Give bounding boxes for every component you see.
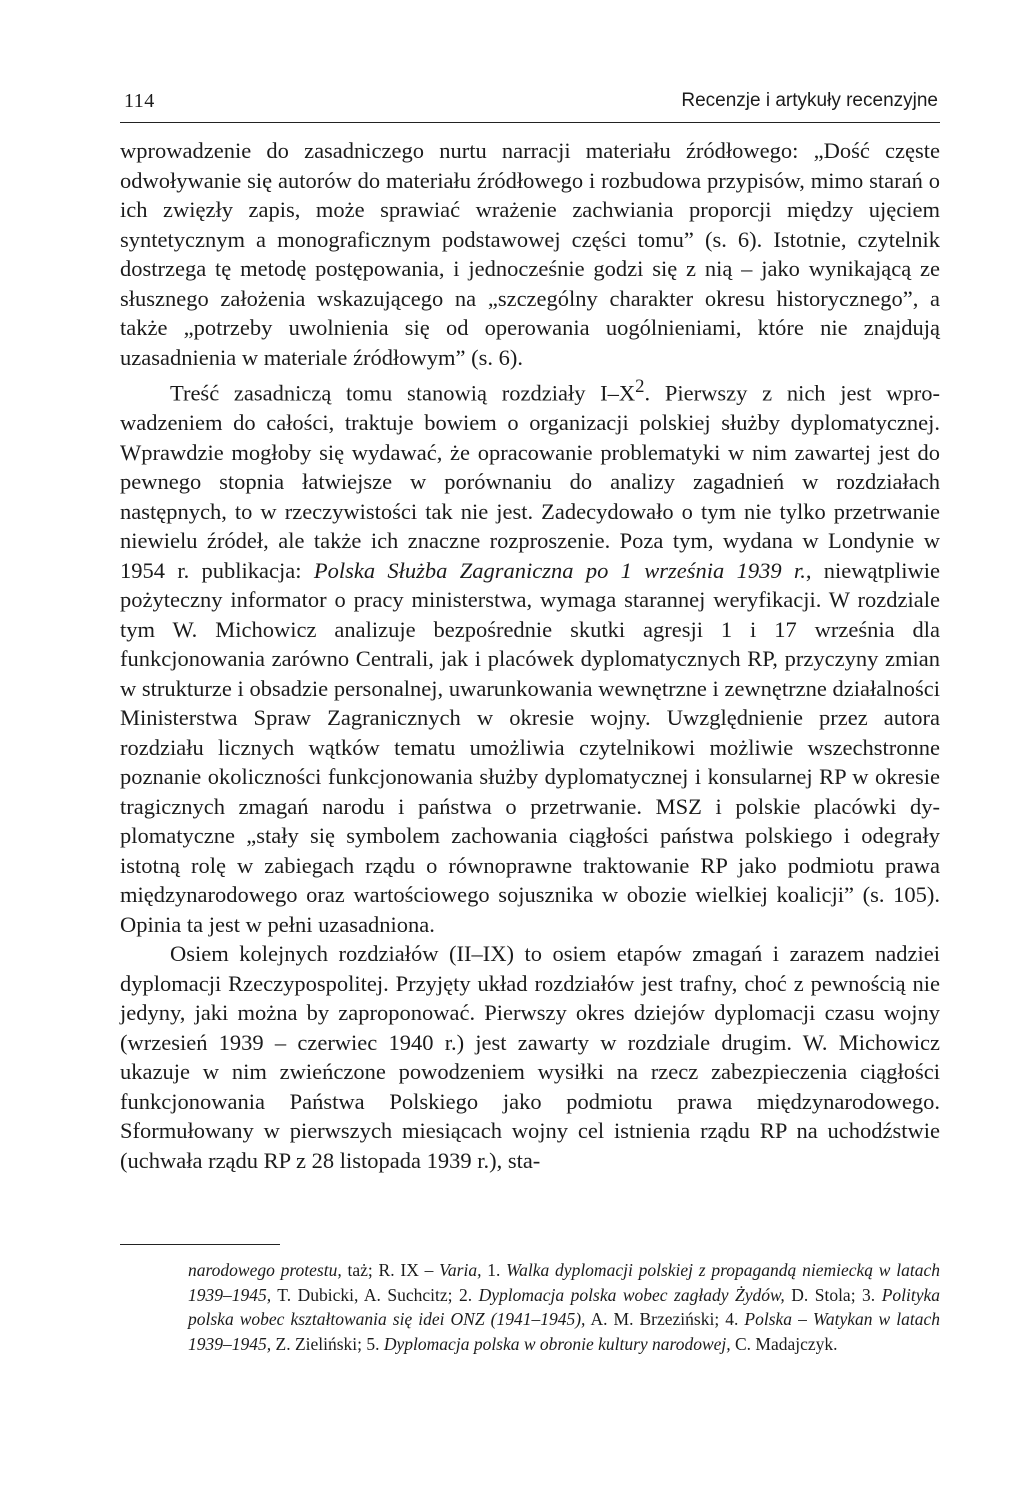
text-run: T. Dubicki, A. Suchcitz; 2. [271, 1284, 479, 1305]
paragraph [120, 372, 940, 939]
text-run: C. Madajczyk. [730, 1333, 838, 1354]
text-run: . Pierwszy z nich jest wprowadzeniem do całości, traktuje bowiem o organizacji polskiej służby dyplomatycznej. Wprawdzie mogłoby się wydawać, że opracowanie problematyki w nim zawartej jest do pewnego stopnia łatwiejsze w porównaniu do analizy zagadnień w rozdziałach następnych, to w rzeczywistości tak nie jest. Zadecydowało o tym nie tylko przetrwanie niewielu źródeł, ale także ich znaczne rozproszenie. Poza tym, wydana w Londynie w 1954 r. publikacja: [120, 380, 941, 583]
italic-title: Dyplomacja polska w obronie kultury narodowej, [383, 1333, 731, 1354]
running-header [120, 88, 940, 123]
italic-title: Polska Służba Zagraniczna po 1 września 1939 r. [313, 557, 806, 583]
text-run: Treść zasadniczą tomu stanowią rozdziały I–X [170, 380, 636, 406]
italic-title: narodowego protestu, [188, 1260, 342, 1280]
paragraph [120, 136, 940, 372]
text-run: A. M. Brzeziński; 4. [585, 1309, 745, 1329]
paragraph [120, 939, 940, 1175]
main-text [120, 136, 940, 1175]
footnote [188, 1258, 940, 1356]
section-title: Recenzje i artykuły recenzyjne [681, 90, 938, 111]
footnote-paragraph [188, 1258, 940, 1356]
italic-title: Polityka polska wobec kształtowania się idei ONZ (1941–1945), [188, 1284, 940, 1329]
text-run: 1. [481, 1260, 507, 1280]
italic-title: Walka dyplomacji polskiej z propagandą niemiecką w latach 1939–1945, [188, 1260, 940, 1305]
text-run: Osiem kolejnych rozdziałów (II–IX) to osiem etapów zmagań i zarazem nadziei dyplomacji Rzeczypospolitej. Przyjęty układ rozdziałów jest trafny, choć z pewnością nie jedyny, jaki można by zaproponować. Pierwszy okres dziejów dyplomacji czasu wojny (wrzesień 1939 – czerwiec 1940 r.) jest zawarty w rozdziale drugim. W. Michowicz ukazuje w nim zwieńczone powodzeniem wysiłki na rzecz zabezpieczenia ciągłości funkcjonowania Państwa Polskiego jako podmiotu prawa międzynarodowego. Sformułowany w pierwszych miesiącach wojny cel istnienia rządu RP na uchodźstwie (uchwała rządu RP z 28 listopada 1939 r.), sta- [120, 941, 940, 1173]
text-run: Z. Zieliński; 5. [271, 1333, 384, 1354]
text-run: wprowadzenie do zasadniczego nurtu narracji materiału źródłowego: „Dość częste odwoływanie się autorów do materiału źródłowego i rozbudowa przypisów, mimo starań o ich zwięzły zapis, może sprawiać wrażenie zachwiania proporcji między ujęciem syntetycznym a monograficznym podstawowej części tomu” (s. 6). Istotnie, czytelnik dostrzega tę metodę postępowania, i jednocześnie godzi się z nią – jako wynikającą ze słusznego założenia wskazującego na „szczególny charakter okresu historycznego”, a także „potrzeby uwolnienia się od operowania uogólnieniami, które nie znajdują uzasadnienia w materiale źródłowym” (s. 6). [120, 138, 940, 370]
footnote-separator [120, 1244, 280, 1245]
page-number: 114 [124, 90, 155, 112]
text-run: D. Stola; 3. [784, 1284, 882, 1305]
italic-title: Polska – Watykan w latach 1939–1945, [188, 1309, 940, 1354]
footnote-ref: 2 [635, 376, 645, 397]
text-run: , niewątpliwie pożyteczny informator o pracy ministerstwa, wymaga starannej weryfikacji. W rozdziale tym W. Michowicz analizuje bezpośrednie skutki agresji 1 i 17 września dla funkcjonowania zarówno Centrali, jak i placówek dyplomatycznych RP, przyczyny zmian w strukturze i obsadzie personalnej, uwarunkowania wewnętrzne i zewnętrzne działalności Ministerstwa Spraw Zagranicznych w okresie wojny. Uwzględnienie przez autora rozdziału licznych wątków tematu umożliwia czytelnikowi możliwie wszechstronne poznanie okoliczności funkcjonowania służby dyplomatycznej i konsularnej RP w okresie tragicznych zmagań narodu i państwa o przetrwanie. MSZ i polskie placówki dyplomatyczne „stały się symbolem zachowania ciągłości państwa polskiego i odegrały istotną rolę w zabiegach rządu o równoprawne traktowanie RP jako podmiotu prawa międzynarodowego oraz wartościowego sojusznika w obozie wielkiej koalicji” (s. 105). Opinia ta jest w pełni uzasadniona. [120, 557, 940, 937]
italic-title: Dyplomacja polska wobec zagłady Żydów, [478, 1284, 785, 1305]
italic-title: Varia, [439, 1260, 482, 1280]
text-run: taż; R. IX – [341, 1260, 440, 1280]
